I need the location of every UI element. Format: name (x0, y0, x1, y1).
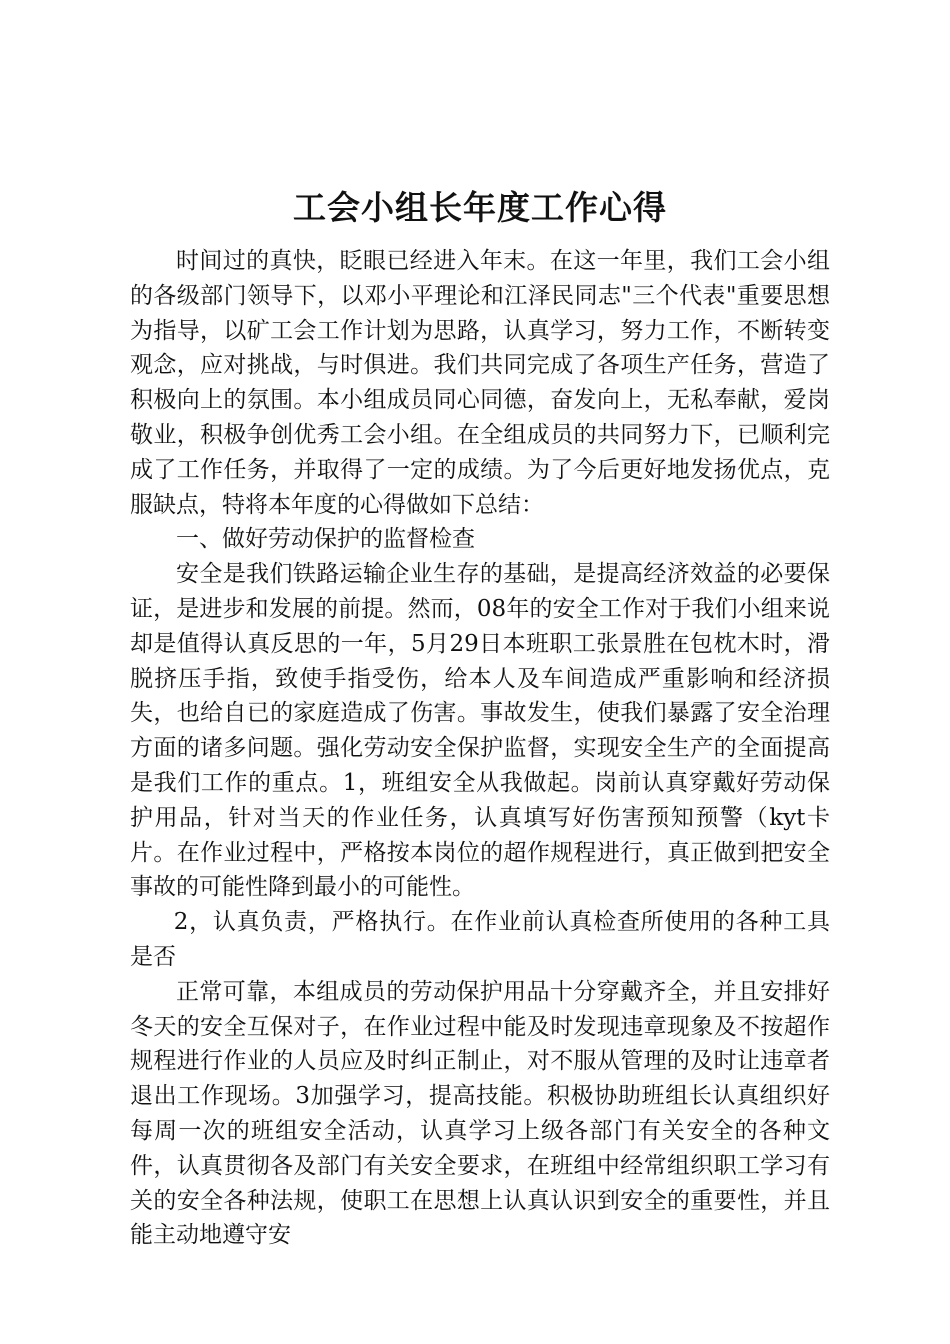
paragraph-safety: 安全是我们铁路运输企业生存的基础，是提高经济效益的必要保证，是进步和发展的前提。然而，08年的安全工作对于我们小组来说却是值得认真反思的一年，5月29日本班职工张景胜在包枕木时，滑脱挤压手指，致使手指受伤，给本人及车间造成严重影响和经济损失，也给自已的家庭造成了伤害。事故发生，使我们暴露了安全治理方面的诸多问题。强化劳动安全保护监督，实现安全生产的全面提高是我们工作的重点。1，班组安全从我做起。岗前认真穿戴好劳动保护用品，针对当天的作业任务，认真填写好伤害预知预警（kyt卡片。在作业过程中，严格按本岗位的超作规程进行，真正做到把安全事故的可能性降到最小的可能性。 (130, 561, 830, 901)
paragraph-intro: 时间过的真快，眨眼已经进入年末。在这一年里，我们工会小组的各级部门领导下，以邓小平理论和江泽民同志"三个代表"重要思想为指导，以矿工会工作计划为思路，认真学习，努力工作，不断转变观念，应对挑战，与时俱进。我们共同完成了各项生产任务，营造了积极向上的氛围。本小组成员同心同德，奋发向上，无私奉献，爱岗敬业，积极争创优秀工会小组。在全组成员的共同努力下，已顺利完成了工作任务，并取得了一定的成绩。为了今后更好地发扬优点，克服缺点，特将本年度的心得做如下总结： (130, 248, 830, 518)
document-title: 工会小组长年度工作心得 (293, 188, 667, 227)
paragraph-continued: 正常可靠，本组成员的劳动保护用品十分穿戴齐全，并且安排好冬天的安全互保对子，在作业过程中能及时发现违章现象及不按超作规程进行作业的人员应及时纠正制止，对不服从管理的及时让违章者退出工作现场。3加强学习，提高技能。积极协助班组长认真组织好每周一次的班组安全活动，认真学习上级各部门有关安全的各种文件，认真贯彻各及部门有关安全要求，在班组中经常组织职工学习有关的安全各种法规，使职工在思想上认真认识到安全的重要性，并且能主动地遵守安 (130, 978, 830, 1249)
document-page (130, 178, 830, 1253)
paragraph-item-2: 2，认真负责，严格执行。在作业前认真检查所使用的各种工具是否 (130, 909, 830, 970)
section-heading-1: 一、做好劳动保护的监督检查 (176, 526, 475, 553)
